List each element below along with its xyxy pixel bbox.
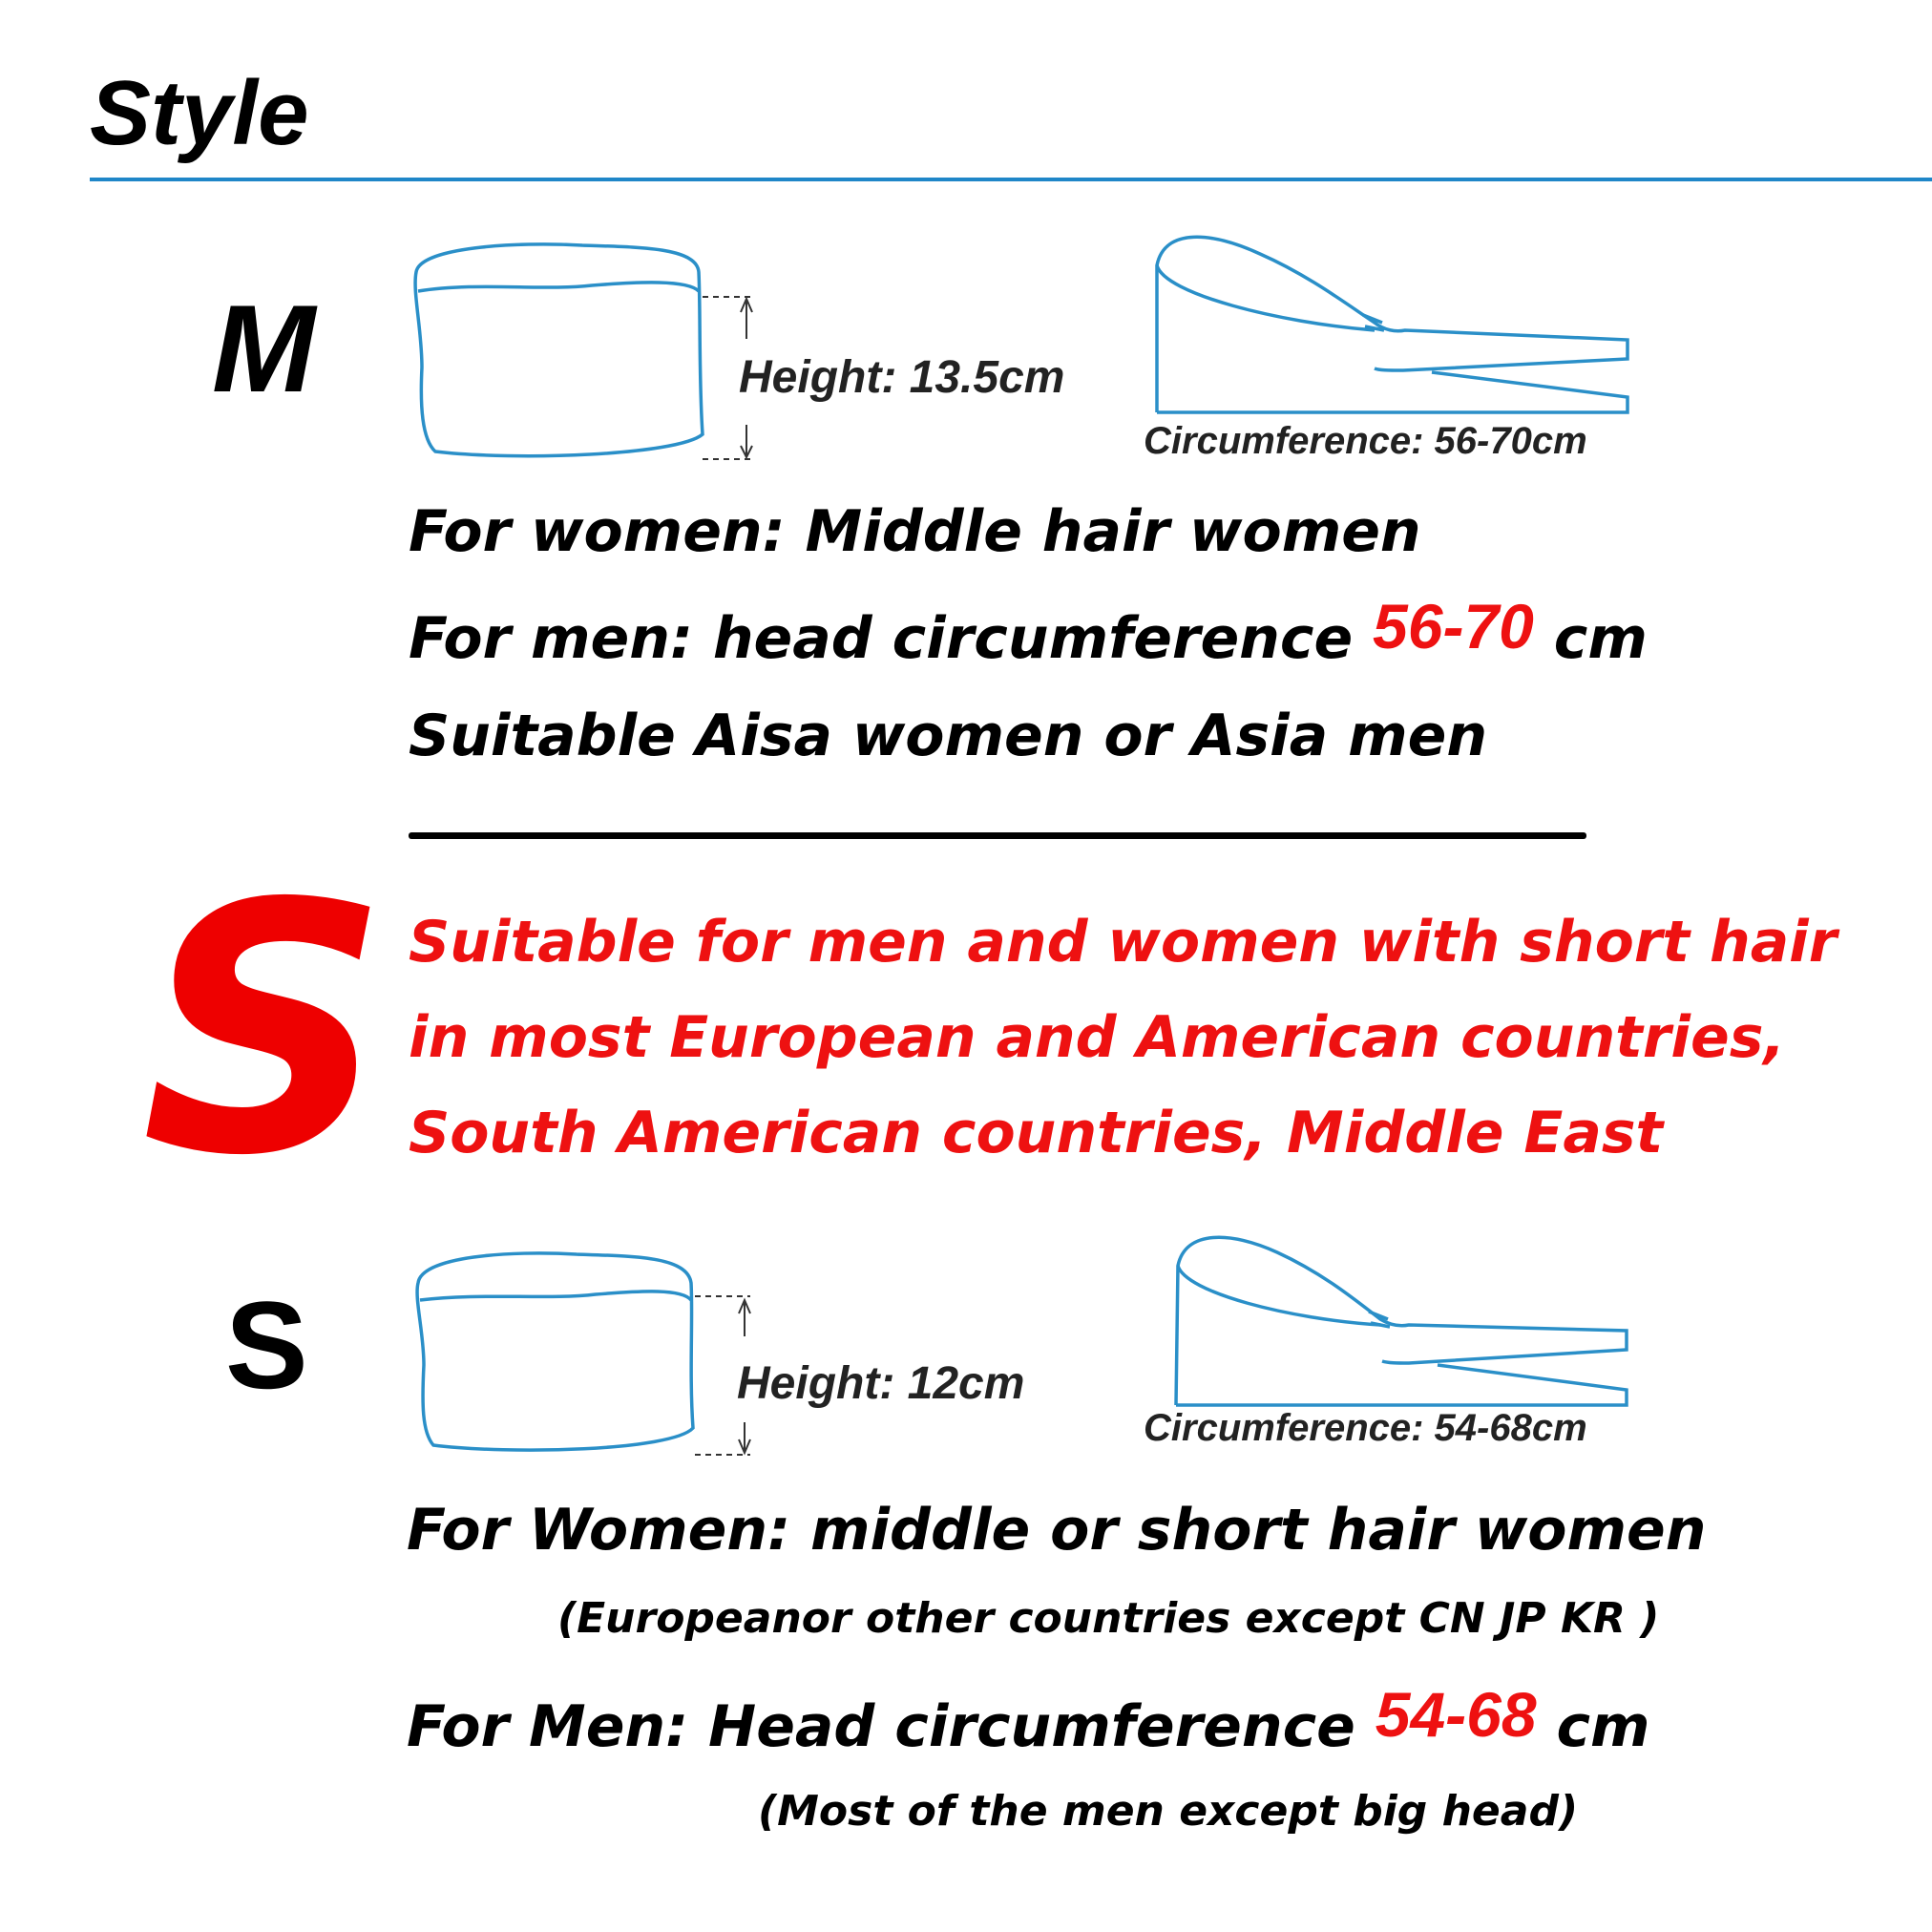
size-s-height-label: Height: 12cm <box>737 1358 1025 1409</box>
size-s-men-range: 54-68 <box>1375 1679 1537 1750</box>
size-s-women-line: For Women: middle or short hair women <box>407 1497 1707 1564</box>
title-divider <box>90 178 1932 181</box>
size-s-callout-line-2: in most European and American countries, <box>409 1004 1786 1071</box>
size-m-men-unit: cm <box>1553 605 1648 672</box>
size-s-callout-line-3: South American countries, Middle East <box>409 1100 1664 1166</box>
size-s-callout-line-1: Suitable for men and women with short hair <box>409 909 1838 976</box>
size-m-women-line: For women: Middle hair women <box>409 498 1421 565</box>
size-m-men-line <box>409 591 1648 672</box>
size-m-men-range: 56-70 <box>1373 591 1534 662</box>
size-s-callout-letter: S <box>141 830 389 1230</box>
size-m-letter: M <box>212 279 316 418</box>
size-s-cap-side-diagram <box>405 1241 777 1460</box>
size-m-cap-side-diagram <box>401 234 773 468</box>
size-s-men-prefix: For Men: Head circumference <box>407 1693 1355 1760</box>
page-title: Style <box>90 62 309 164</box>
size-s-circumference-label: Circumference: 54-68cm <box>1144 1407 1587 1449</box>
size-m-cap-profile-diagram <box>1145 227 1642 418</box>
size-s-cap-profile-diagram <box>1165 1224 1642 1411</box>
size-m-circumference-label: Circumference: 56-70cm <box>1144 420 1587 462</box>
size-s-women-note: (Europeanor other countries except CN JP KR ) <box>557 1594 1660 1643</box>
section-divider <box>409 832 1586 839</box>
size-m-height-label: Height: 13.5cm <box>739 352 1065 403</box>
size-s-men-unit: cm <box>1556 1693 1650 1760</box>
size-m-men-prefix: For men: head circumference <box>409 605 1354 672</box>
size-m-suitable-line: Suitable Aisa women or Asia men <box>409 703 1488 769</box>
size-s-men-line <box>407 1679 1650 1760</box>
size-s-men-note: (Most of the men except big head) <box>758 1787 1579 1836</box>
size-s-letter: S <box>225 1275 308 1415</box>
